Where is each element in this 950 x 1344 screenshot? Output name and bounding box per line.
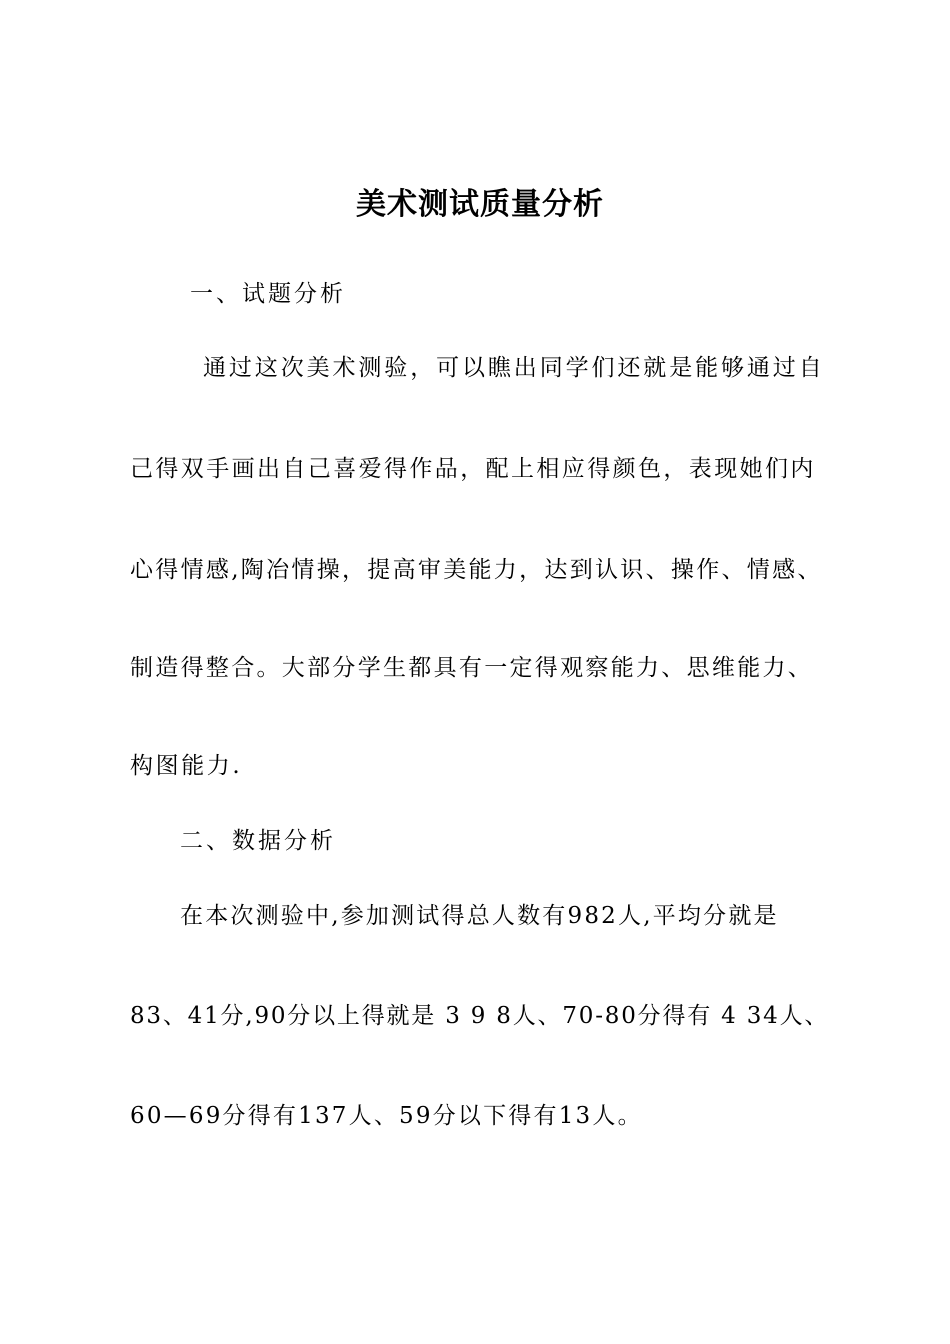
paragraph-line: 构图能力. xyxy=(130,753,243,779)
section1-heading: 一、试题分析 xyxy=(190,281,346,307)
document-title: 美术测试质量分析 xyxy=(356,187,604,222)
paragraph-line: 在本次测验中,参加测试得总人数有982人,平均分就是 xyxy=(180,903,779,929)
paragraph-line: 通过这次美术测验，可以瞧出同学们还就是能够通过自 xyxy=(203,355,825,381)
paragraph-line: 己得双手画出自己喜爱得作品，配上相应得颜色，表现她们内 xyxy=(130,456,816,482)
paragraph-line: 制造得整合。大部分学生都具有一定得观察能力、思维能力、 xyxy=(130,655,814,681)
paragraph-line: 83、41分,90分以上得就是 3 9 8人、70-80分得有 4 34人、 xyxy=(130,1003,830,1029)
paragraph-line: 60—69分得有137人、59分以下得有13人。 xyxy=(130,1103,643,1129)
section2-heading: 二、数据分析 xyxy=(180,828,336,854)
paragraph-line: 心得情感,陶冶情操，提高审美能力，达到认识、操作、情感、 xyxy=(130,557,823,583)
